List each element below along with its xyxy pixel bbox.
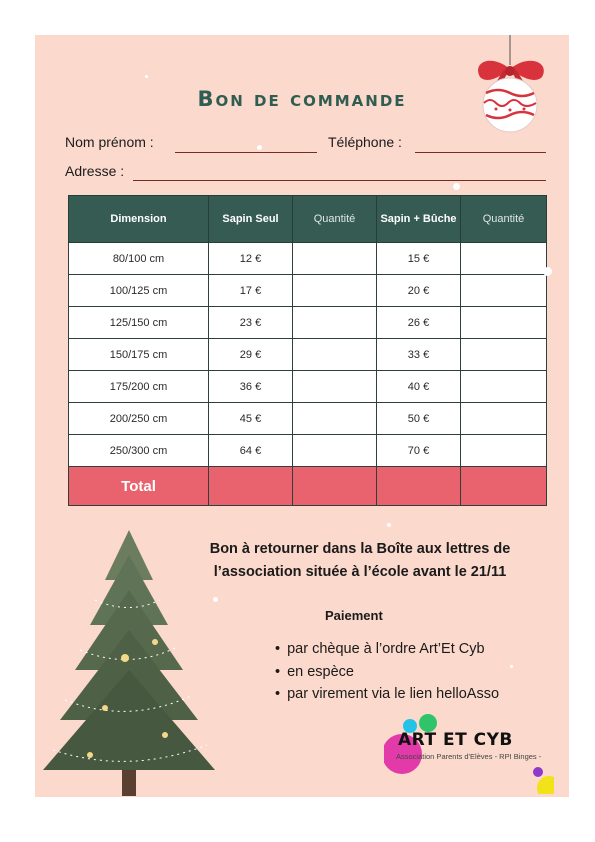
table-row <box>69 435 547 467</box>
quantity-input[interactable] <box>461 435 547 467</box>
price-sapin-buche: 33 € <box>377 339 461 371</box>
snowflake <box>453 183 460 190</box>
col-sapin-seul: Sapin Seul <box>209 196 293 243</box>
snowflake <box>387 523 391 527</box>
total-label: Total <box>69 467 209 506</box>
quantity-input[interactable] <box>293 307 377 339</box>
col-dimension: Dimension <box>69 196 209 243</box>
dimension-cell: 250/300 cm <box>69 435 209 467</box>
payment-methods <box>275 641 499 709</box>
snowflake <box>213 597 218 602</box>
quantity-input[interactable] <box>461 371 547 403</box>
table-row <box>69 371 547 403</box>
dimension-cell: 125/150 cm <box>69 307 209 339</box>
quantity-input[interactable] <box>461 243 547 275</box>
price-sapin-seul: 29 € <box>209 339 293 371</box>
table-row <box>69 307 547 339</box>
price-sapin-buche: 26 € <box>377 307 461 339</box>
payment-title: Paiement <box>325 608 383 623</box>
payment-method: • par chèque à l’ordre Art’Et Cyb <box>275 641 499 664</box>
table-row <box>69 243 547 275</box>
return-note-line-2: l’association située à l’école avant le 21/11 <box>213 564 507 580</box>
snowflake <box>543 267 552 276</box>
snowflake <box>427 373 433 379</box>
quantity-input[interactable] <box>293 275 377 307</box>
address-field[interactable] <box>133 180 546 181</box>
order-form-page <box>35 35 569 797</box>
art-et-cyb-logo <box>384 714 554 794</box>
quantity-input[interactable] <box>461 339 547 371</box>
col-sapin-buche: Sapin + Bûche <box>377 196 461 243</box>
quantity-input[interactable] <box>293 243 377 275</box>
dimension-cell: 150/175 cm <box>69 339 209 371</box>
price-sapin-buche: 70 € <box>377 435 461 467</box>
snowflake <box>510 665 513 668</box>
name-label: Nom prénom : <box>65 134 154 150</box>
table-row <box>69 339 547 371</box>
table-row <box>69 275 547 307</box>
snowflake <box>257 145 262 150</box>
price-sapin-seul: 23 € <box>209 307 293 339</box>
total-cell[interactable] <box>293 467 377 506</box>
price-sapin-buche: 15 € <box>377 243 461 275</box>
col-quantite-1: Quantité <box>293 196 377 243</box>
page-title: Bon de commande <box>197 87 407 111</box>
price-sapin-buche: 40 € <box>377 371 461 403</box>
total-row <box>69 467 547 506</box>
col-quantite-2: Quantité <box>461 196 547 243</box>
name-field[interactable] <box>175 152 317 153</box>
price-sapin-buche: 20 € <box>377 275 461 307</box>
quantity-input[interactable] <box>461 275 547 307</box>
quantity-input[interactable] <box>293 403 377 435</box>
price-sapin-seul: 64 € <box>209 435 293 467</box>
total-cell[interactable] <box>209 467 293 506</box>
quantity-input[interactable] <box>461 403 547 435</box>
snowflake <box>145 75 148 78</box>
price-table <box>68 195 547 506</box>
price-sapin-seul: 45 € <box>209 403 293 435</box>
price-sapin-seul: 36 € <box>209 371 293 403</box>
logo-subtitle: Association Parents d'Elèves - RPI Binges - <box>396 752 542 761</box>
return-note <box>175 538 545 584</box>
dimension-cell: 80/100 cm <box>69 243 209 275</box>
quantity-input[interactable] <box>461 307 547 339</box>
phone-label: Téléphone : <box>328 134 402 150</box>
table-header-row <box>69 196 547 243</box>
price-sapin-seul: 17 € <box>209 275 293 307</box>
dimension-cell: 200/250 cm <box>69 403 209 435</box>
dimension-cell: 175/200 cm <box>69 371 209 403</box>
logo-name: ART ET CYB <box>398 730 513 750</box>
phone-field[interactable] <box>415 152 546 153</box>
price-sapin-buche: 50 € <box>377 403 461 435</box>
price-sapin-seul: 12 € <box>209 243 293 275</box>
address-label: Adresse : <box>65 163 125 179</box>
quantity-input[interactable] <box>293 435 377 467</box>
payment-method: • par virement via le lien helloAsso <box>275 686 499 709</box>
total-cell[interactable] <box>461 467 547 506</box>
table-row <box>69 403 547 435</box>
quantity-input[interactable] <box>293 371 377 403</box>
dimension-cell: 100/125 cm <box>69 275 209 307</box>
quantity-input[interactable] <box>293 339 377 371</box>
payment-method: • en espèce <box>275 664 499 687</box>
total-cell[interactable] <box>377 467 461 506</box>
return-note-line-1: Bon à retourner dans la Boîte aux lettres de <box>209 541 511 557</box>
